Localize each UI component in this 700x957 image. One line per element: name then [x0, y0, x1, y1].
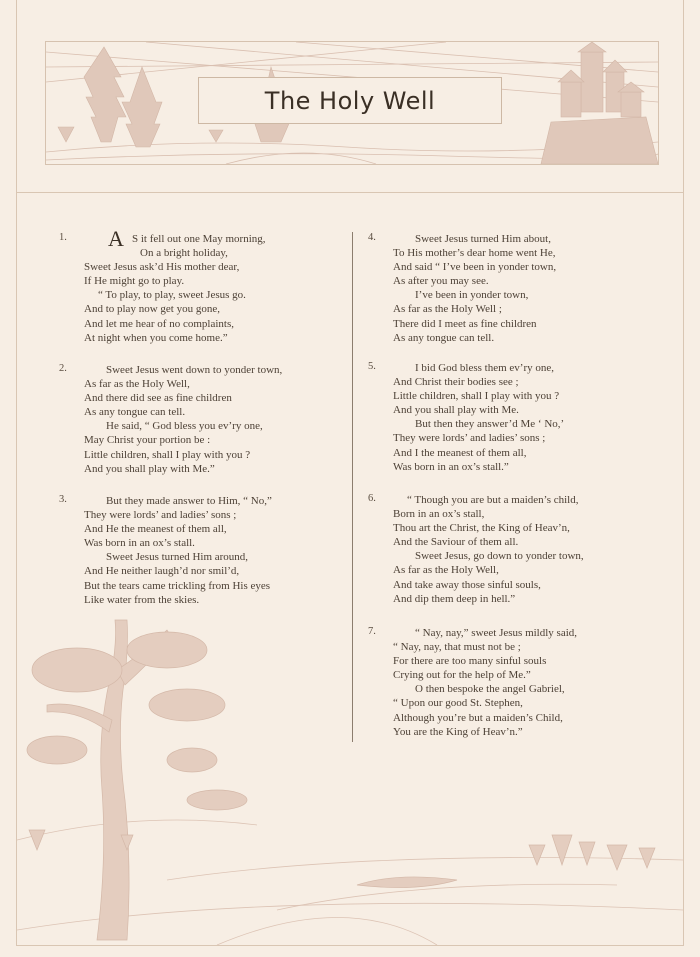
verse-line: Sweet Jesus ask’d His mother dear,	[84, 261, 240, 274]
stanza-1	[59, 226, 344, 345]
stanza-6	[368, 493, 653, 606]
verse-line: As any tongue can tell.	[84, 406, 186, 419]
verse-line: At night when you come home.”	[84, 331, 228, 344]
verse-line: And take away those sinful souls,	[393, 578, 541, 591]
verse-line: And to play now get you gone,	[84, 303, 220, 316]
verse-line: To His mother’s dear home went He,	[393, 247, 556, 260]
verse-line: Although you’re but a maiden’s Child,	[393, 711, 563, 724]
verse-line: But then they answer’d Me ‘ No,’	[415, 418, 565, 431]
verse-line: He said, “ God bless you ev’ry one,	[106, 420, 263, 433]
verse-line: S it fell out one May morning,	[132, 233, 266, 245]
verse-line: As far as the Holy Well ;	[393, 303, 502, 316]
verse-line: But the tears came trickling from His eyes	[84, 579, 271, 592]
verse-line: “ To play, to play, sweet Jesus go.	[98, 289, 246, 302]
stanza-4	[368, 232, 653, 345]
verse-line: And I the meanest of them all,	[393, 446, 527, 459]
verse-line: And Christ their bodies see ;	[393, 376, 519, 389]
verse-line: Was born in an ox’s stall.	[84, 537, 195, 550]
verse-line: And let me hear of no complaints,	[84, 317, 234, 330]
verse-line: For there are too many sinful souls	[393, 655, 547, 668]
stanza-5	[368, 361, 653, 474]
verse-line: And you shall play with Me.”	[84, 462, 215, 475]
verse-line: And said “ I’ve been in yonder town,	[393, 261, 557, 274]
verse-line: I bid God bless them ev’ry one,	[415, 362, 554, 374]
verse-line: As any tongue can tell.	[393, 331, 495, 344]
stanza-number: 2.	[59, 363, 67, 374]
verse-line: And you shall play with Me.	[393, 404, 519, 417]
verse-line: I’ve been in yonder town,	[415, 289, 529, 302]
verse-line: And He the meanest of them all,	[84, 523, 227, 536]
verse-line: “ Though you are but a maiden’s child,	[407, 494, 579, 506]
verse-line: Sweet Jesus, go down to yonder town,	[415, 550, 584, 563]
verse-line: They were lords’ and ladies’ sons ;	[84, 509, 237, 522]
verse-line: And dip them deep in hell.”	[393, 592, 516, 605]
verse-line: Little children, shall I play with you ?	[393, 390, 560, 403]
verse-line: And there did see as fine children	[84, 392, 232, 405]
verse-line: Sweet Jesus turned Him around,	[106, 551, 249, 564]
verse-line: Was born in an ox’s stall.”	[393, 460, 509, 473]
verse-line: Sweet Jesus turned Him about,	[415, 233, 551, 245]
stanza-number: 6.	[368, 493, 376, 504]
column-divider	[352, 232, 353, 742]
verse-line: You are the King of Heav’n.”	[393, 725, 523, 738]
verse-line: “ Nay, nay, that must not be ;	[393, 641, 521, 654]
verse-line: As after you may see.	[393, 275, 489, 288]
verse-line: And He neither laugh’d nor smil’d,	[84, 565, 240, 578]
stanza-2	[59, 363, 344, 476]
page-title: The Holy Well	[264, 86, 436, 115]
verse-line: But they made answer to Him, “ No,”	[106, 495, 272, 507]
stanza-3	[59, 494, 344, 607]
verse-line: As far as the Holy Well,	[393, 564, 499, 577]
verse-line: Like water from the skies.	[84, 593, 200, 606]
verse-line: “ Upon our good St. Stephen,	[393, 697, 523, 710]
verse-line: “ Nay, nay,” sweet Jesus mildly said,	[415, 627, 578, 639]
verse-line: Crying out for the help of Me.”	[393, 669, 531, 682]
verse-line: Born in an ox’s stall,	[393, 508, 485, 521]
stanza-7	[368, 626, 653, 739]
stanza-number: 1.	[59, 232, 67, 243]
verse-line: Sweet Jesus went down to yonder town,	[106, 364, 283, 376]
verse-line: And the Saviour of them all.	[393, 536, 519, 549]
verse-line: Little children, shall I play with you ?	[84, 448, 251, 461]
verse-line: If He might go to play.	[84, 275, 185, 288]
verse-line: There did I meet as fine children	[393, 317, 537, 330]
stanza-number: 4.	[368, 232, 376, 243]
header-divider	[16, 192, 684, 193]
verse-line: Thou art the Christ, the King of Heav’n,	[393, 522, 570, 535]
stanza-number: 7.	[368, 626, 376, 637]
verse-line: O then bespoke the angel Gabriel,	[415, 683, 565, 696]
verse-line: May Christ your portion be :	[84, 434, 211, 447]
verse-line: On a bright holiday,	[140, 247, 228, 260]
verse-line: They were lords’ and ladies’ sons ;	[393, 432, 546, 445]
drop-cap: A	[108, 226, 124, 251]
stanza-number: 3.	[59, 494, 67, 505]
verse-line: As far as the Holy Well,	[84, 378, 190, 391]
title-box	[198, 77, 502, 124]
stanza-number: 5.	[368, 361, 376, 372]
